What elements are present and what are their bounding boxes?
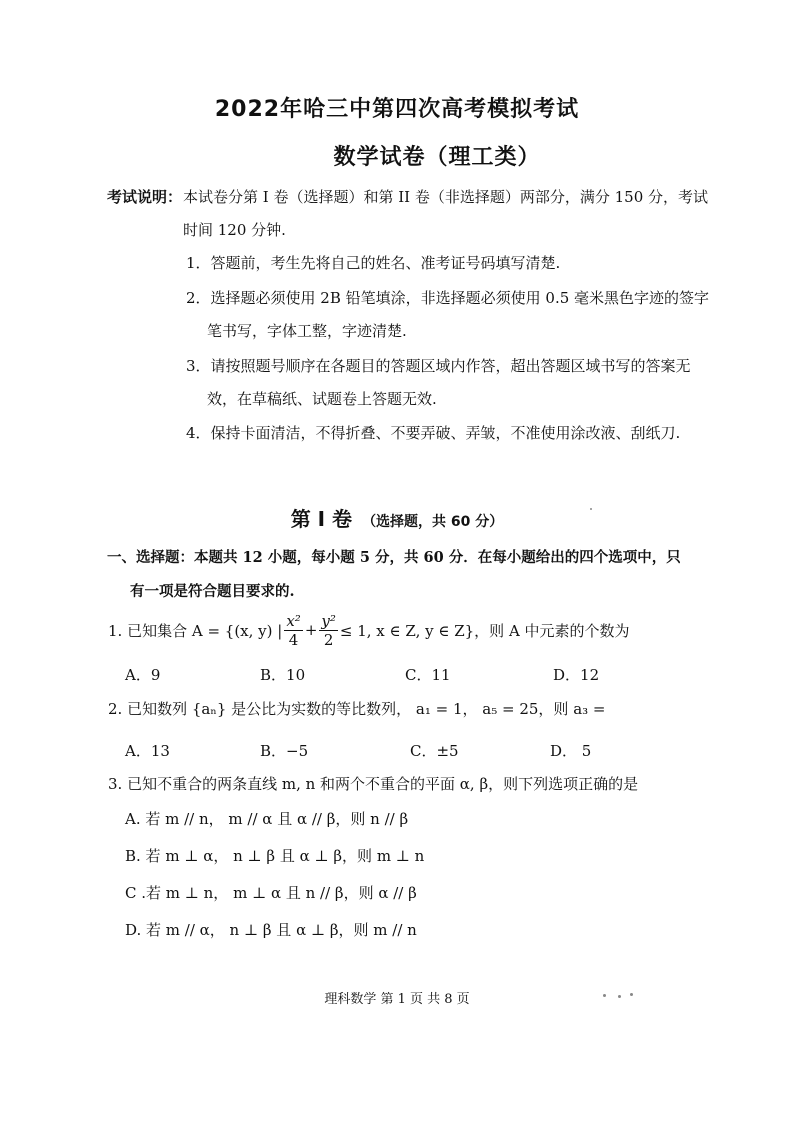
scan-speck [630,993,633,996]
instruction-item-2-line-2: 笔书写，字体工整，字迹清楚. [207,322,407,340]
q2-option-b: B．−5 [260,742,309,760]
q1-option-b: B．10 [260,666,306,684]
q2-options [125,740,725,760]
instructions-label: 考试说明： [107,188,183,206]
q2-option-d: D． 5 [550,742,592,760]
page-footer: 理科数学 第 1 页 共 8 页 [324,992,470,1007]
part-heading-line-1: 一、选择题：本题共 12 小题，每小题 5 分，共 60 分．在每小题给出的四个选项中，只 [107,549,681,566]
q3-option-d: D. 若 m // α， n ⊥ β 且 α ⊥ β，则 m // n [125,921,417,939]
q3-option-a: A. 若 m // n， m // α 且 α // β，则 n // β [125,810,409,828]
q1-option-c: C．11 [405,666,451,684]
question-3: 3. 已知不重合的两条直线 m, n 和两个不重合的平面 α, β，则下列选项正确的是 [108,775,639,793]
q1-fraction-x [284,612,302,649]
instruction-item-2-line-1: 2．选择题必须使用 2B 铅笔填涂，非选择题必须使用 0.5 毫米黑色字迹的签字 [186,289,710,307]
section-note: （选择题，共 60 分） [362,514,504,530]
exam-title: 2022年哈三中第四次高考模拟考试 [214,97,580,122]
section-heading [0,503,794,532]
q1-prefix: 1. 已知集合 A = {(x, y) | [108,621,283,640]
q1-frac2-num: y² [321,611,336,630]
q1-frac1-num: x² [286,611,301,630]
q2-option-c: C．±5 [410,742,459,760]
question-2: 2. 已知数列 {aₙ} 是公比为实数的等比数列， a₁ = 1， a₅ = 25，则 a₃ = [108,700,606,718]
exam-subtitle: 数学试卷（理工类） [333,145,541,170]
instructions-line-2: 时间 120 分钟. [183,221,286,239]
instruction-item-1: 1．答题前，考生先将自己的姓名、准考证号码填写清楚. [186,254,561,272]
instruction-item-3-line-1: 3．请按照题号顺序在各题目的答题区域内作答，超出答题区域书写的答案无 [186,357,691,375]
q1-suffix: ≤ 1, x ∈ Z, y ∈ Z}，则 A 中元素的个数为 [339,621,630,640]
q1-options [125,664,725,684]
instructions-line-1: 本试卷分第 I 卷（选择题）和第 II 卷（非选择题）两部分，满分 150 分，考试 [183,188,709,206]
q1-frac2-den: 2 [323,630,334,649]
scan-speck [603,994,606,997]
q3-option-b: B. 若 m ⊥ α， n ⊥ β 且 α ⊥ β，则 m ⊥ n [125,847,425,865]
section-title: 第 I 卷 [290,507,353,531]
part-heading-line-2: 有一项是符合题目要求的. [130,583,295,600]
instruction-item-4: 4．保持卡面清洁，不得折叠、不要弄破、弄皱，不准使用涂改液、刮纸刀. [186,424,681,442]
q3-option-c: C .若 m ⊥ n， m ⊥ α 且 n // β，则 α // β [125,884,417,902]
q1-frac1-den: 4 [288,630,299,649]
q1-fraction-y [319,612,338,649]
q2-option-a: A．13 [125,742,170,760]
scan-speck [618,995,621,998]
q1-option-d: D．12 [553,666,600,684]
instruction-item-3-line-2: 效，在草稿纸、试题卷上答题无效. [207,390,437,408]
question-1 [108,609,630,651]
scan-speck [590,508,592,510]
q1-plus: + [304,621,318,639]
q1-option-a: A．9 [125,666,161,684]
